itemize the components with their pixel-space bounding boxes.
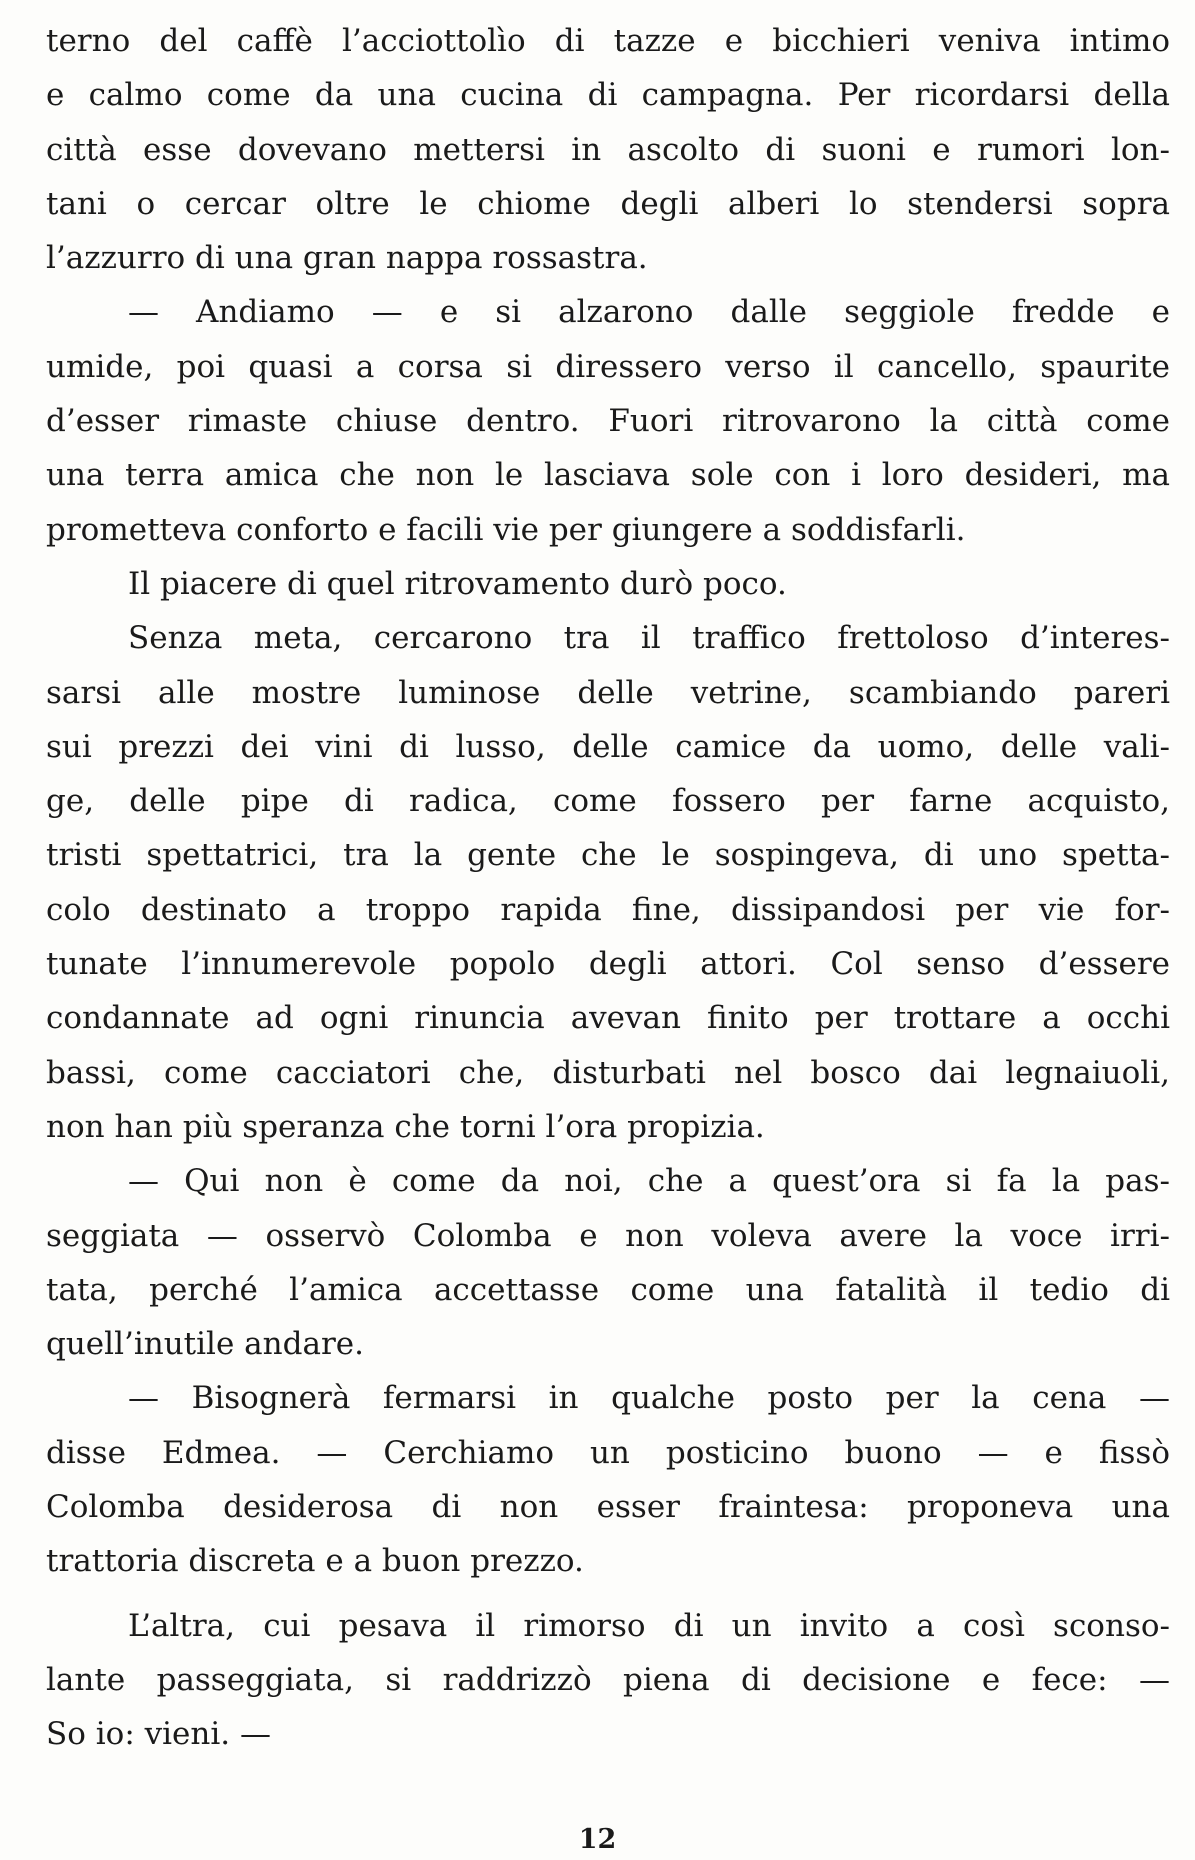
- text-line: — Bisognerà fermarsi in qualche posto per la cena —: [128, 1380, 1170, 1417]
- text-line: tani o cercar oltre le chiome degli alberi lo stendersi sopra: [46, 185, 1170, 222]
- text-line: non han più speranza che torni l’ora propizia.: [46, 1108, 765, 1145]
- text-line: So io: vieni. —: [46, 1716, 271, 1753]
- text-line: l’azzurro di una gran nappa rossastra.: [46, 240, 648, 277]
- text-line: d’esser rimaste chiuse dentro. Fuori ritrovarono la città come: [46, 403, 1170, 440]
- text-line: Senza meta, cercarono tra il traffico frettoloso d’interes-: [128, 620, 1170, 657]
- text-line: lante passeggiata, si raddrizzò piena di decisione e fece: —: [46, 1661, 1170, 1698]
- text-line: una terra amica che non le lasciava sole con i loro desideri, ma: [46, 457, 1170, 494]
- text-line: e calmo come da una cucina di campagna. Per ricordarsi della: [46, 77, 1170, 114]
- text-line: tata, perché l’amica accettasse come una fatalità il tedio di: [46, 1271, 1170, 1308]
- text-line: colo destinato a troppo rapida fine, dissipandosi per vie for-: [46, 891, 1170, 928]
- text-line: terno del caffè l’acciottolìo di tazze e bicchieri veniva intimo: [46, 23, 1170, 59]
- text-line: Colomba desiderosa di non esser fraintesa: proponeva una: [46, 1489, 1170, 1526]
- text-line: quell’inutile andare.: [46, 1326, 364, 1363]
- text-line: umide, poi quasi a corsa si diressero verso il cancello, spaurite: [46, 348, 1170, 385]
- text-line: città esse dovevano mettersi in ascolto di suoni e rumori lon-: [46, 131, 1170, 168]
- text-line: Il piacere di quel ritrovamento durò poco.: [128, 565, 787, 602]
- paragraph-gap: [46, 1589, 1170, 1599]
- text-line: trattoria discreta e a buon prezzo.: [46, 1543, 584, 1580]
- text-line: ge, delle pipe di radica, come fossero per farne acquisto,: [46, 783, 1170, 820]
- text-line: seggiata — osservò Colomba e non voleva avere la voce irri-: [46, 1217, 1170, 1254]
- text-line: tristi spettatrici, tra la gente che le sospingeva, di uno spetta-: [46, 837, 1170, 874]
- text-line: prometteva conforto e facili vie per giungere a soddisfarli.: [46, 511, 966, 548]
- text-line: disse Edmea. — Cerchiamo un posticino buono — e fissò: [46, 1434, 1170, 1471]
- text-line: sarsi alle mostre luminose delle vetrine, scambiando pareri: [46, 674, 1170, 711]
- text-line: sui prezzi dei vini di lusso, delle camice da uomo, delle vali-: [46, 728, 1170, 765]
- text-line: — Qui non è come da noi, che a quest’ora si fa la pas-: [128, 1163, 1170, 1200]
- text-line: tunate l’innumerevole popolo degli attori. Col senso d’essere: [46, 946, 1170, 983]
- page-number: 12: [578, 1824, 617, 1855]
- text-line: bassi, come cacciatori che, disturbati nel bosco dai legnaiuoli,: [46, 1054, 1170, 1091]
- body-text: [46, 14, 1170, 1762]
- text-line: L’altra, cui pesava il rimorso di un invito a così sconso-: [128, 1607, 1170, 1644]
- text-line: condannate ad ogni rinuncia avevan finito per trottare a occhi: [46, 1000, 1170, 1037]
- text-line: — Andiamo — e si alzarono dalle seggiole fredde e: [128, 294, 1170, 331]
